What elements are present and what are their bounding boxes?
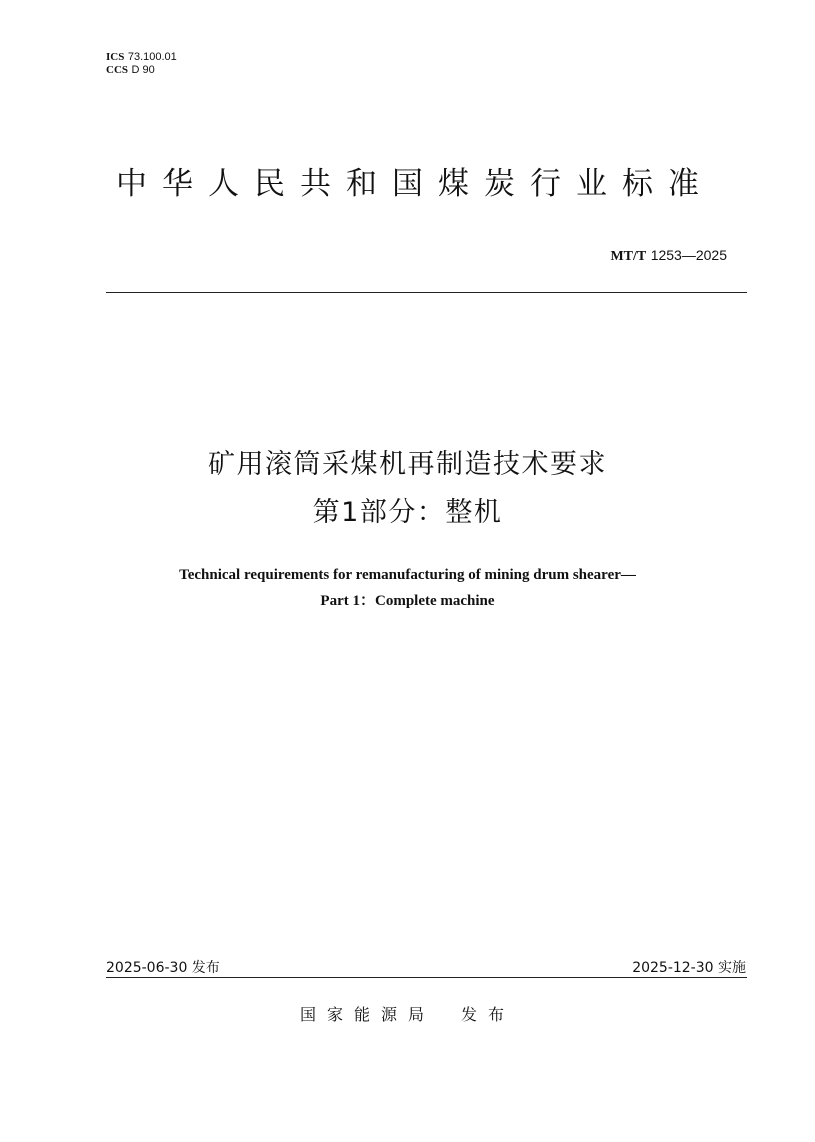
issuer-action: 发布 [461,1005,516,1024]
title-en-line2: Part 1：Complete machine [320,593,495,609]
title-en-line1: Technical requirements for remanufacturing of mining drum shearer— [179,567,636,583]
top-divider [106,292,747,293]
standard-type-heading: 中华人民共和国煤炭行业标准 [116,166,714,202]
ics-classification [106,50,177,64]
ics-label: ICS [106,51,125,63]
issuer [0,1002,815,1025]
issue-date: 2025-06-30 发布 [106,960,220,976]
ccs-label: CCS [106,64,129,76]
standard-number [610,247,727,265]
issuer-organization: 国家能源局 [299,1005,435,1024]
title-cn-line1: 矿用滚筒采煤机再制造技术要求 [208,449,607,480]
bottom-divider [106,977,747,978]
ccs-value: D 90 [131,64,155,76]
implementation-date: 2025-12-30 实施 [632,960,746,976]
title-cn-line2: 第1部分：整机 [312,497,503,528]
ics-value: 73.100.01 [127,51,177,63]
standard-number-value: 1253—2025 [650,247,727,263]
ccs-classification [106,63,155,77]
standard-code: MT/T [610,249,647,264]
